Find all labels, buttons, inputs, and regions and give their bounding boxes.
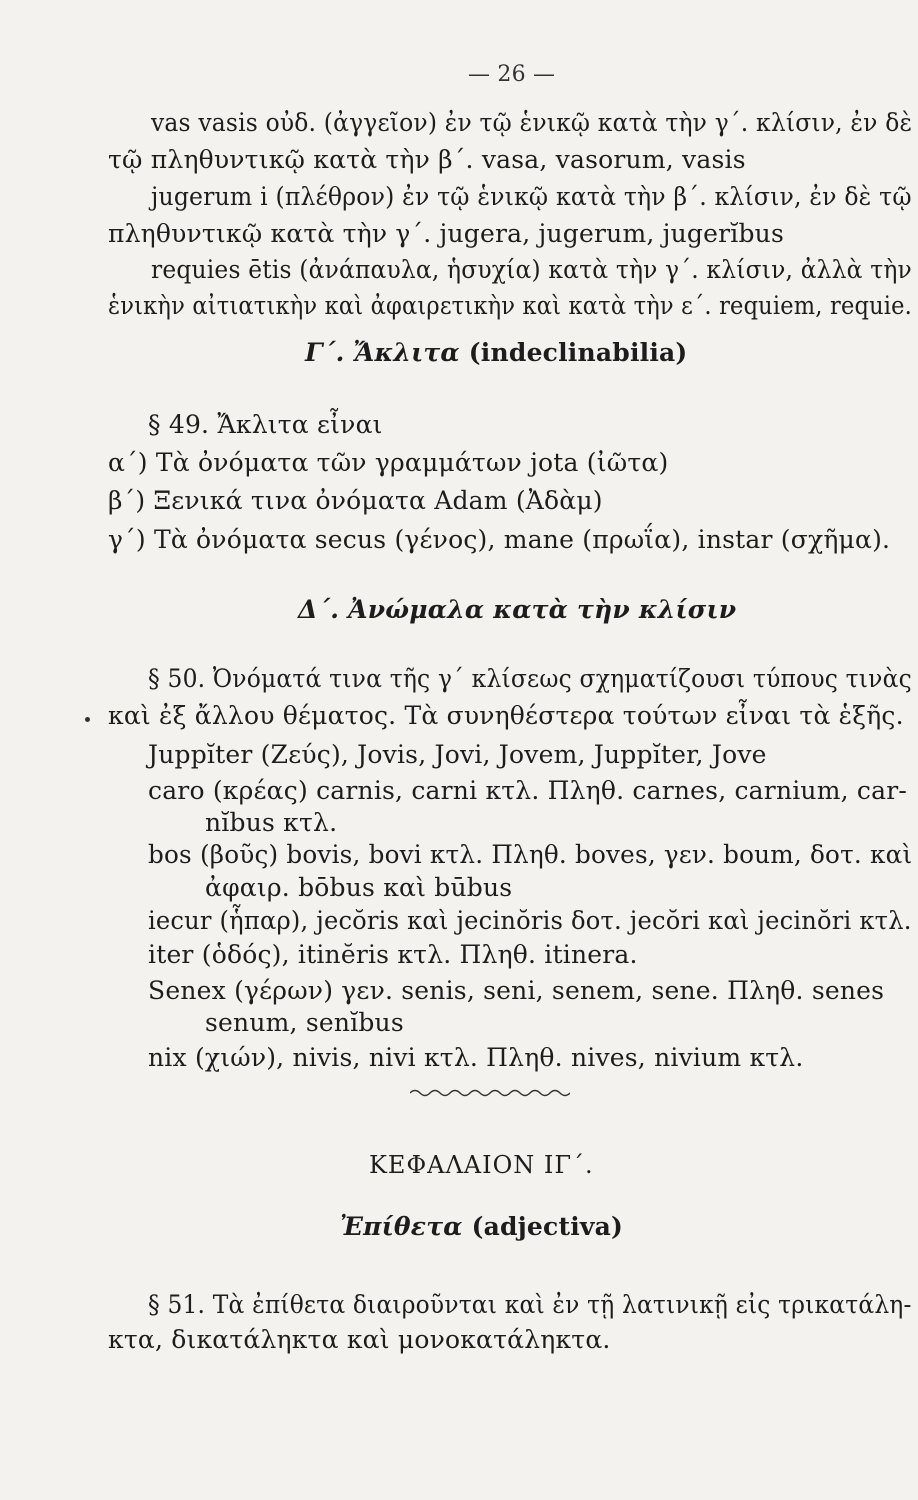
paragraph-50-line: nix (χιών), nivis, nivi κτλ. Πληθ. nives, nivium κτλ. (148, 1043, 804, 1072)
paragraph-49-line: γ΄) Τὰ ὀνόματα secus (γένος), mane (πρωΐα), instar (σχῆμα). (108, 525, 891, 554)
section-heading-adjectiva (340, 1212, 623, 1242)
text-line: τῷ πληθυντικῷ κατὰ τὴν β΄. vasa, vasorum, vasis (108, 145, 746, 174)
paragraph-50-line: ἀφαιρ. bōbus καὶ būbus (205, 873, 513, 902)
paragraph-50-line: § 50. Ὀνόματά τινα τῆς γ΄ κλίσεως σχηματίζουσι τύπους τινὰς (148, 664, 912, 693)
paragraph-50-line: iter (ὁδός), itinĕris κτλ. Πληθ. itinera. (148, 940, 638, 969)
paragraph-49-line: α΄) Τὰ ὀνόματα τῶν γραμμάτων jota (ἰῶτα) (108, 448, 669, 477)
section-heading-anomala (298, 595, 736, 625)
text-line: jugerum i (πλέθρον) ἐν τῷ ἑνικῷ κατὰ τὴν β΄. κλίσιν, ἐν δὲ τῷ (151, 182, 912, 211)
text-line: requies ētis (ἀνάπαυλα, ἡσυχία) κατὰ τὴν γ΄. κλίσιν, ἀλλὰ τὴν (151, 255, 912, 284)
heading-latin: (indeclinabilia) (468, 338, 688, 367)
stray-mark (85, 717, 90, 722)
wavy-divider (410, 1088, 570, 1098)
paragraph-50-line: Senex (γέρων) γεν. senis, seni, senem, sene. Πληθ. senes (148, 976, 885, 1005)
heading-latin: (adjectiva) (471, 1212, 624, 1241)
heading-greek: Γ΄. Ἄκλιτα (305, 338, 460, 367)
paragraph-50-line: Juppĭter (Ζεύς), Jovis, Jovi, Jovem, Juppĭter, Jove (148, 740, 767, 769)
text-line: ἑνικὴν αἰτιατικὴν καὶ ἀφαιρετικὴν καὶ κατὰ τὴν ε΄. requiem, requie. (108, 291, 913, 320)
paragraph-49-line: § 49. Ἄκλιτα εἶναι (148, 410, 383, 439)
paragraph-50-line: iecur (ἧπαρ), jecŏris καὶ jecinŏris δοτ. jecŏri καὶ jecinŏri κτλ. (148, 906, 912, 935)
text-line: vas vasis οὐδ. (ἀγγεῖον) ἐν τῷ ἑνικῷ κατὰ τὴν γ΄. κλίσιν, ἐν δὲ (151, 108, 913, 137)
heading-greek: Ἐπίθετα (340, 1212, 463, 1241)
section-heading-indeclinabilia (305, 338, 687, 368)
paragraph-50-line: καὶ ἐξ ἄλλου θέματος. Τὰ συνηθέστερα τούτων εἶναι τὰ ἑξῆς. (108, 701, 904, 730)
text-line: πληθυντικῷ κατὰ τὴν γ΄. jugera, jugerum, jugerĭbus (108, 219, 784, 248)
paragraph-50-line: caro (κρέας) carnis, carni κτλ. Πληθ. carnes, carnium, car- (148, 776, 908, 805)
paragraph-49-line: β΄) Ξενικά τινα ὀνόματα Adam (Ἀδὰμ) (108, 486, 603, 515)
paragraph-50-line: senum, senĭbus (205, 1008, 404, 1037)
paragraph-51-line: § 51. Τὰ ἐπίθετα διαιροῦνται καὶ ἐν τῇ λατινικῇ εἰς τρικατάλη- (148, 1290, 912, 1319)
heading-greek: Δ΄. Ἀνώμαλα κατὰ τὴν κλίσιν (298, 595, 737, 624)
paragraph-51-line: κτα, δικατάληκτα καὶ μονοκατάληκτα. (108, 1325, 611, 1354)
chapter-title: ΚΕΦΑΛΑΙΟΝ ΙΓ΄. (369, 1151, 594, 1179)
paragraph-50-line: nĭbus κτλ. (205, 808, 338, 837)
page-number: — 26 — (468, 62, 556, 87)
paragraph-50-line: bos (βοῦς) bovis, bovi κτλ. Πληθ. boves, γεν. boum, δοτ. καὶ (148, 840, 913, 869)
